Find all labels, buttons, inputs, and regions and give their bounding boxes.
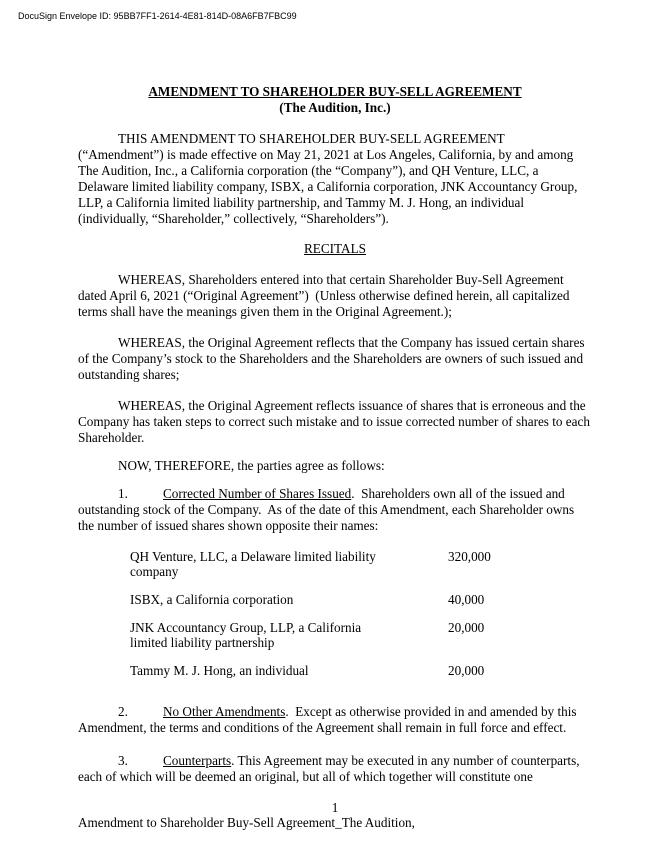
share-count: 40,000 <box>448 592 485 607</box>
section-3-heading: Counterparts <box>163 753 232 768</box>
document-title: AMENDMENT TO SHAREHOLDER BUY-SELL AGREEMENT <box>148 84 522 99</box>
section-1-heading: Corrected Number of Shares Issued <box>163 486 352 501</box>
recital-paragraph-2: WHEREAS, the Original Agreement reflects that the Company has issued certain shares of the Company’s stock to the Shareholders and the Shareholders are owners of such issued and outstanding shares; <box>78 335 588 382</box>
document-content <box>78 84 592 785</box>
share-count: 320,000 <box>448 549 491 564</box>
section-paragraph-1 <box>78 486 592 534</box>
section-2-heading: No Other Amendments <box>163 704 286 719</box>
docusign-envelope-id: DocuSign Envelope ID: 95BB7FF1-2614-4E81-814D-08A6FB7FBC99 <box>18 11 297 21</box>
shareholder-name: ISBX, a California corporation <box>130 592 294 607</box>
section-2-body: . Except as otherwise provided in and amended by this Amendment, the terms and conditions of the Agreement shall remain in full force and effect. <box>78 704 580 735</box>
section-2-number: 2. <box>118 704 128 719</box>
share-table <box>130 549 592 678</box>
recitals-heading: RECITALS <box>304 241 366 256</box>
share-table-row-2 <box>130 592 592 607</box>
share-table-row-1 <box>130 549 592 579</box>
page-number: 1 <box>331 800 339 815</box>
share-count: 20,000 <box>448 620 485 635</box>
section-paragraph-2 <box>78 704 592 736</box>
share-table-row-3 <box>130 620 592 650</box>
shareholder-name: QH Venture, LLC, a Delaware limited liability company <box>130 549 376 579</box>
shareholder-name: JNK Accountancy Group, LLP, a California limited liability partnership <box>130 620 362 650</box>
recital-paragraph-3: WHEREAS, the Original Agreement reflects issuance of shares that is erroneous and the Company has taken steps to correct such mistake and to issue corrected number of shares to each Shareholder. <box>78 398 594 445</box>
intro-paragraph: THIS AMENDMENT TO SHAREHOLDER BUY-SELL AGREEMENT (“Amendment”) is made effective on May 21, 2021 at Los Angeles, California, by and among The Audition, Inc., a California corporation (the “Company”), and QH Venture, LLC, a Delaware limited liability company, ISBX, a California corporation, JNK Accountancy Group, LLP, a California limited liability partnership, and Tammy M. J. Hong, an individual (individually, “Shareholder,” collectively, “Shareholders”). <box>78 131 581 226</box>
now-therefore-line: NOW, THEREFORE, the parties agree as follows: <box>118 458 385 473</box>
footer-document-reference: Amendment to Shareholder Buy-Sell Agreement_The Audition, <box>78 815 415 830</box>
section-1-body: . Shareholders own all of the issued and outstanding stock of the Company. As of the date of this Amendment, each Shareholder owns the number of issued shares shown opposite their names: <box>78 486 578 533</box>
share-count: 20,000 <box>448 663 485 678</box>
recital-paragraph-1: WHEREAS, Shareholders entered into that certain Shareholder Buy-Sell Agreement dated April 6, 2021 (“Original Agreement”) (Unless otherwise defined herein, all capitalized terms shall have the meanings given them in the Original Agreement.); <box>78 272 573 319</box>
document-subtitle: (The Audition, Inc.) <box>279 100 391 115</box>
shareholder-name: Tammy M. J. Hong, an individual <box>130 663 309 678</box>
section-3-number: 3. <box>118 753 128 768</box>
section-paragraph-3 <box>78 753 592 785</box>
section-3-body: . This Agreement may be executed in any number of counterparts, each of which will be deemed an original, but all of which together will constitute one <box>78 753 583 784</box>
recitals-heading-row <box>78 241 592 257</box>
section-1-number: 1. <box>118 486 128 501</box>
share-table-row-4 <box>130 663 592 678</box>
